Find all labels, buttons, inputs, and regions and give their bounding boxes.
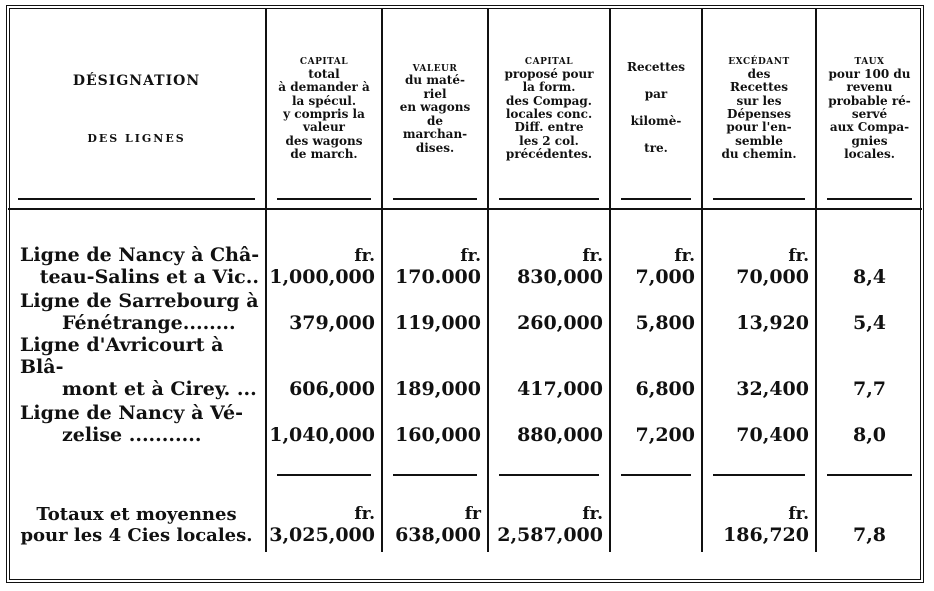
- row-label: [8, 288, 266, 334]
- unit-label: fr.: [582, 246, 603, 266]
- total-excedant: [702, 476, 816, 552]
- unit-label: fr.: [582, 504, 603, 524]
- total-taux: [816, 476, 922, 552]
- cell-value: 13,920: [736, 312, 809, 334]
- header-rule: [393, 198, 477, 200]
- cell-excedant: [702, 226, 816, 288]
- header-text: des wagons: [285, 133, 363, 148]
- cell-value: 638,000: [395, 524, 481, 546]
- header-text: proposé pour: [504, 66, 594, 81]
- cell-propose: [488, 334, 610, 400]
- row-label-line2: Fénétrange........: [62, 312, 236, 334]
- header-text: Dépenses: [727, 107, 791, 121]
- cell-value: 7,200: [635, 424, 695, 446]
- header-text: précédentes.: [505, 147, 593, 162]
- table-row: [8, 288, 922, 334]
- cell-propose: [488, 288, 610, 334]
- cell-excedant: [702, 400, 816, 446]
- header-text: gnies: [851, 133, 888, 148]
- header-text: kilomè-: [630, 113, 682, 128]
- header-text: tre.: [644, 140, 668, 155]
- header-text: servé: [851, 107, 888, 121]
- header-text: de: [426, 113, 444, 128]
- table-row: [8, 334, 922, 400]
- header-text: pour 100 du: [828, 66, 911, 81]
- cell-propose: [488, 400, 610, 446]
- row-label-line2: zelise ...........: [62, 424, 202, 446]
- cell-value: 189,000: [395, 378, 481, 400]
- header-text: EXCÉDANT: [728, 57, 790, 68]
- row-label-line1: Ligne de Nancy à Châ-: [20, 244, 260, 266]
- cell-value: 119,000: [395, 312, 481, 334]
- cell-capital: [266, 226, 382, 288]
- row-label-line2: mont et à Cirey. ...: [62, 378, 257, 400]
- cell-recettes: [610, 226, 702, 288]
- cell-value: 830,000: [517, 266, 603, 288]
- cell-recettes: [610, 288, 702, 334]
- cell-value: 8,0: [852, 424, 887, 446]
- cell-value: 417,000: [517, 378, 603, 400]
- header-text: les 2 col.: [519, 133, 579, 148]
- header-text: valeur: [303, 120, 345, 135]
- header-rule: [499, 198, 599, 200]
- unit-label: fr: [464, 504, 481, 524]
- header-recettes: [610, 8, 702, 209]
- statistics-table: [8, 8, 922, 552]
- header-text: des: [747, 66, 771, 81]
- header-text: revenu: [846, 80, 893, 95]
- cell-taux: [816, 288, 922, 334]
- totals-label-line2: pour les 4 Cies locales.: [20, 525, 253, 546]
- cell-capital: [266, 288, 382, 334]
- total-recettes: [610, 476, 702, 552]
- header-row: [8, 8, 922, 209]
- header-text: à demander à: [278, 80, 370, 95]
- header-text: Recettes: [729, 80, 789, 95]
- cell-value: 5,4: [852, 312, 887, 334]
- header-capital-propose: [488, 8, 610, 209]
- header-text: locales.: [844, 147, 895, 162]
- header-rule: [713, 198, 805, 200]
- cell-value: 7,7: [852, 378, 887, 400]
- header-excedant: [702, 8, 816, 209]
- header-text: dises.: [415, 140, 455, 155]
- row-label: [8, 334, 266, 400]
- cell-capital: [266, 400, 382, 446]
- header-rule: [827, 198, 912, 200]
- cell-taux: [816, 226, 922, 288]
- header-text: semble: [735, 133, 783, 148]
- row-label: [8, 400, 266, 446]
- unit-label: fr.: [354, 504, 375, 524]
- header-text: marchan-: [402, 127, 468, 142]
- header-text: du chemin.: [721, 147, 797, 162]
- header-text: CAPITAL: [299, 57, 349, 68]
- cell-value: 160,000: [395, 424, 481, 446]
- cell-value: 8,4: [852, 266, 887, 288]
- header-text: du maté-: [405, 73, 465, 88]
- header-capital-total: [266, 8, 382, 209]
- cell-value: 70,400: [736, 424, 809, 446]
- cell-value: 70,000: [736, 266, 809, 288]
- header-rule: [277, 198, 371, 200]
- header-text: des Compag.: [506, 93, 592, 108]
- header-text: sur les: [736, 93, 782, 108]
- cell-value: 1,040,000: [269, 424, 375, 446]
- cell-value: 3,025,000: [269, 524, 375, 546]
- header-text: VALEUR: [412, 63, 458, 74]
- header-text: y compris la: [283, 107, 365, 121]
- table-row: [8, 400, 922, 446]
- header-text: TAUX: [854, 57, 885, 68]
- cell-taux: [816, 334, 922, 400]
- header-text: locales conc.: [505, 107, 593, 121]
- cell-propose: [488, 226, 610, 288]
- totals-label-line1: Totaux et moyennes: [36, 504, 237, 525]
- cell-excedant: [702, 334, 816, 400]
- row-label-line1: Ligne de Nancy à Vé-: [20, 402, 243, 424]
- cell-excedant: [702, 288, 816, 334]
- unit-label: fr.: [460, 246, 481, 266]
- total-capital: [266, 476, 382, 552]
- unit-label: fr.: [788, 246, 809, 266]
- header-text: pour l'en-: [726, 120, 792, 135]
- cell-value: 379,000: [289, 312, 375, 334]
- cell-value: 5,800: [635, 312, 695, 334]
- row-label-line1: Ligne d'Avricourt à Blâ-: [20, 334, 224, 378]
- header-text: de march.: [290, 147, 358, 162]
- header-text: la form.: [522, 80, 576, 95]
- unit-label: fr.: [354, 246, 375, 266]
- cell-valeur: [382, 334, 488, 400]
- cell-value: 880,000: [517, 424, 603, 446]
- header-text: probable ré-: [828, 93, 911, 108]
- header-text: en wagons: [399, 100, 471, 115]
- row-label-line1: Ligne de Sarrebourg à: [20, 290, 259, 312]
- cell-taux: [816, 400, 922, 446]
- header-designation-sub: DES LIGNES: [87, 132, 186, 146]
- unit-label: fr.: [788, 504, 809, 524]
- cell-value: 170.000: [395, 266, 481, 288]
- table-row: [8, 226, 922, 288]
- header-designation-title: DÉSIGNATION: [72, 72, 201, 89]
- header-text: CAPITAL: [524, 57, 574, 68]
- cell-value: 186,720: [723, 524, 809, 546]
- header-text: Recettes: [626, 59, 686, 74]
- cell-valeur: [382, 400, 488, 446]
- totals-separator: [8, 446, 922, 476]
- total-propose: [488, 476, 610, 552]
- header-text: riel: [423, 86, 447, 101]
- cell-valeur: [382, 226, 488, 288]
- header-taux: [816, 8, 922, 209]
- totals-label: [8, 476, 266, 552]
- header-text: Diff. entre: [514, 120, 584, 135]
- cell-value: 7,000: [635, 266, 695, 288]
- header-designation: [8, 8, 266, 209]
- header-rule: [621, 198, 691, 200]
- cell-valeur: [382, 288, 488, 334]
- cell-value: 260,000: [517, 312, 603, 334]
- cell-value: 6,800: [635, 378, 695, 400]
- cell-capital: [266, 334, 382, 400]
- header-rule: [18, 198, 255, 200]
- totals-row: [8, 476, 922, 552]
- header-text: par: [644, 86, 668, 101]
- total-valeur: [382, 476, 488, 552]
- header-text: total: [308, 66, 340, 81]
- cell-value: 2,587,000: [497, 524, 603, 546]
- cell-value: 32,400: [736, 378, 809, 400]
- cell-value: 7,8: [852, 524, 887, 546]
- header-text: la spécul.: [291, 93, 357, 108]
- header-text: aux Compa-: [829, 120, 910, 135]
- cell-recettes: [610, 334, 702, 400]
- cell-value: 606,000: [289, 378, 375, 400]
- row-label-line2: teau-Salins et a Vic..: [39, 266, 259, 288]
- cell-recettes: [610, 400, 702, 446]
- row-label: [8, 226, 266, 288]
- unit-label: fr.: [674, 246, 695, 266]
- header-valeur: [382, 8, 488, 209]
- cell-value: 1,000,000: [269, 266, 375, 288]
